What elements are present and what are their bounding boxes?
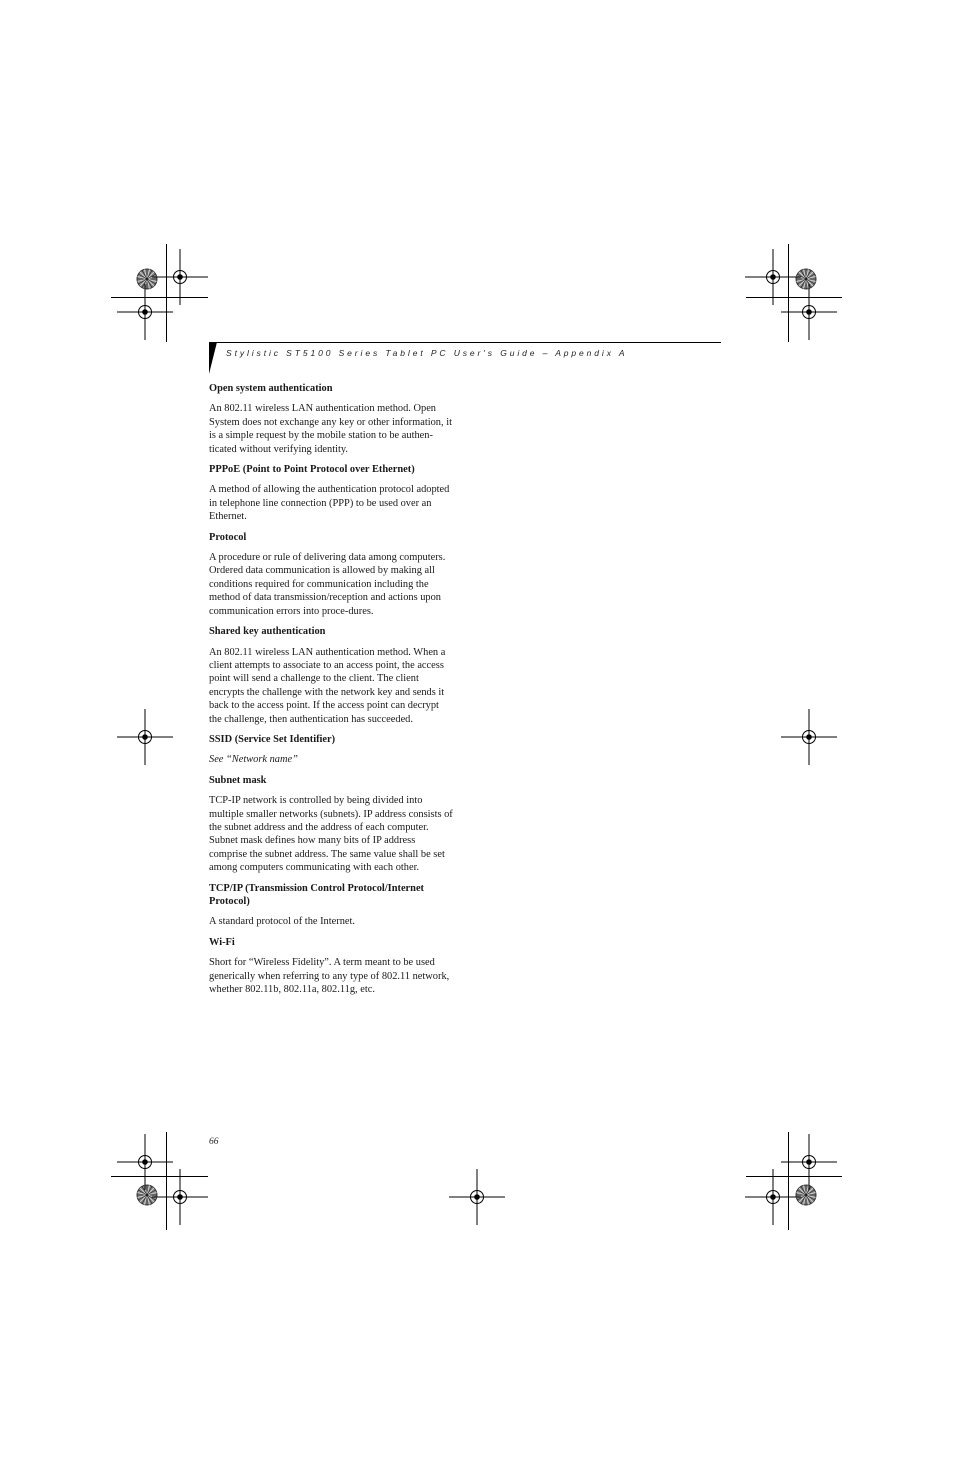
glossary-definition: An 802.11 wireless LAN authentication method. Open System does not exchange any key or other information, it is a simple request by the mobile station to be authen-ticated without verifying identity. [209, 403, 452, 455]
glossary-term: PPPoE (Point to Point Protocol over Ethernet) [209, 464, 415, 476]
glossary-entry [209, 733, 453, 767]
header-tab-mark [209, 342, 217, 374]
glossary-term: Shared key authentication [209, 626, 326, 638]
glossary-definition: A standard protocol of the Internet. [209, 916, 356, 928]
glossary-entry [209, 625, 453, 726]
running-header: Stylistic ST5100 Series Tablet PC User's Guide – Appendix A [226, 348, 628, 358]
glossary-definition: A method of allowing the authentication protocol adopted in telephone line connection (PPP) to be used over an Ethernet. [209, 484, 450, 523]
glossary-definition: Short for “Wireless Fidelity”. A term meant to be used generically when referring to any type of 802.11 network, whether 802.11b, 802.11a, 802.11g, etc. [209, 957, 450, 996]
crosshair-icon [115, 707, 175, 767]
glossary-term: SSID (Service Set Identifier) [209, 733, 336, 745]
glossary-definition: See “Network name” [209, 754, 298, 766]
glossary-entry [209, 882, 453, 929]
crop-mark [788, 1132, 789, 1230]
glossary-entry [209, 382, 453, 456]
glossary-term: Open system authentication [209, 383, 333, 394]
header-rule [209, 342, 721, 343]
glossary-definition: TCP-IP network is controlled by being divided into multiple smaller networks (subnets). IP address consists of the subnet address and the address of each computer. Subnet mask defines how many bits of IP address comprise the subnet address. The same value shall be set among computers communicating with each other. [209, 795, 453, 874]
crosshair-icon [779, 707, 839, 767]
crosshair-icon [447, 1167, 507, 1227]
page-number: 66 [209, 1137, 219, 1147]
glossary-entry [209, 774, 453, 875]
crop-mark [746, 1176, 842, 1177]
glossary-definition: A procedure or rule of delivering data among computers. Ordered data communication is allowed by making all conditions required for communication including the method of data transmission/reception and actions upon communication errors into proce-dures. [209, 552, 446, 617]
crop-mark [111, 1176, 208, 1177]
glossary-term: Protocol [209, 531, 247, 543]
glossary-entry [209, 936, 453, 997]
glossary-content [209, 382, 453, 1003]
crop-mark [746, 297, 842, 298]
crop-mark [788, 244, 789, 342]
glossary-entry [209, 463, 453, 524]
glossary-definition: An 802.11 wireless LAN authentication method. When a client attempts to associate to an access point, the access point will send a challenge to the client. The client encrypts the challenge with the network key and sends it back to the access point. If the access point can decrypt the challenge, then authentication has succeeded. [209, 646, 446, 725]
crop-mark [166, 1132, 167, 1230]
glossary-entry [209, 531, 453, 618]
glossary-term: Wi-Fi [209, 936, 235, 948]
crop-mark [111, 297, 208, 298]
crop-mark [166, 244, 167, 342]
glossary-term: TCP/IP (Transmission Control Protocol/Internet Protocol) [209, 882, 425, 907]
glossary-term: Subnet mask [209, 774, 267, 786]
